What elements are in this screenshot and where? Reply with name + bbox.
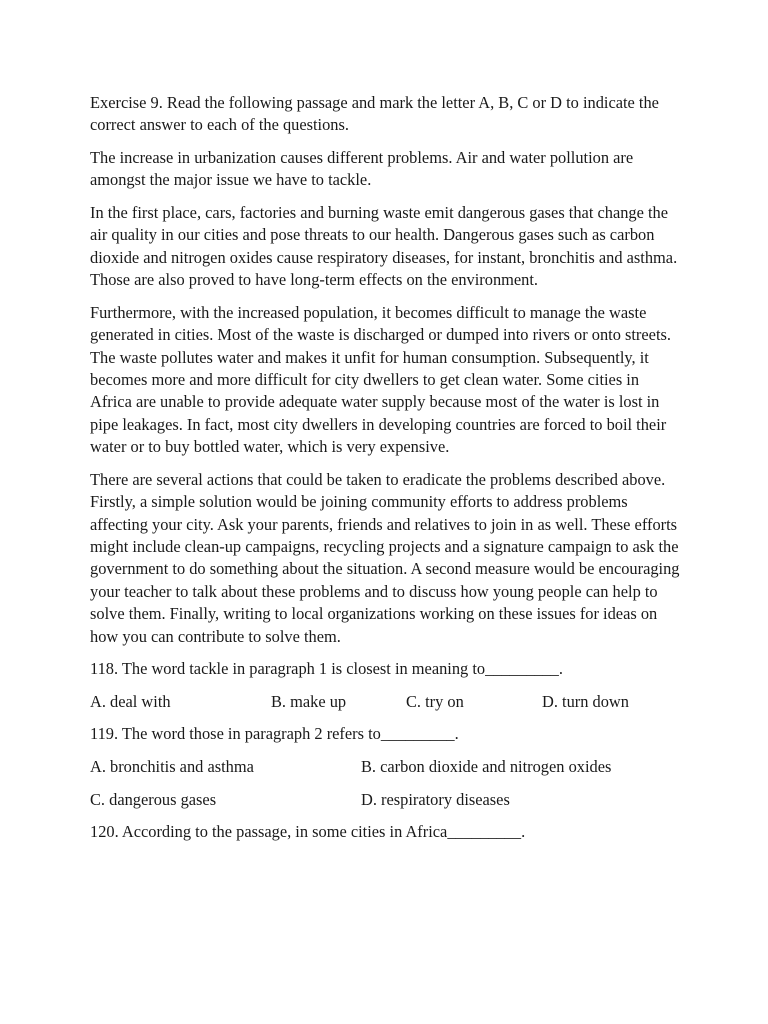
question-119-option-b[interactable]: B. carbon dioxide and nitrogen oxides	[361, 757, 612, 777]
question-118-stem: 118. The word tackle in paragraph 1 is closest in meaning to_________.	[90, 659, 563, 679]
question-118-option-d[interactable]: D. turn down	[542, 691, 629, 711]
exercise-instruction: Exercise 9. Read the following passage and mark the letter A, B, C or D to indicate the correct answer to each of the questions.	[90, 93, 659, 135]
question-118-option-b[interactable]: B. make up	[271, 691, 347, 711]
passage-paragraph-3: Furthermore, with the increased population, it becomes difficult to manage the waste generated in cities. Most of the waste is discharged or dumped into rivers or onto streets. The waste pollutes water and makes it unfit for human consumption. Subsequently, it becomes more and more difficult for city dwellers to get clean water. Some cities in Africa are unable to provide adequate water supply because most of the water is lost in pipe leakages. In fact, most city dwellers in developing countries are forced to boil their water or to buy bottled water, which is very expensive.	[90, 302, 671, 457]
question-119-option-d[interactable]: D. respiratory diseases	[361, 789, 510, 809]
question-119-option-a[interactable]: A. bronchitis and asthma	[90, 757, 254, 777]
question-119-options-row-1	[90, 756, 680, 778]
document-page	[90, 92, 680, 854]
passage-paragraph-1: The increase in urbanization causes different problems. Air and water pollution are amongst the major issue we have to tackle.	[90, 148, 634, 190]
question-120-stem: 120. According to the passage, in some cities in Africa_________.	[90, 822, 526, 842]
question-118-option-a[interactable]: A. deal with	[90, 691, 171, 711]
passage-paragraph-2: In the first place, cars, factories and burning waste emit dangerous gases that change the air quality in our cities and pose threats to our health. Dangerous gases such as carbon dioxide and nitrogen oxides cause respiratory diseases, for instant, bronchitis and asthma. Those are also proved to have long-term effects on the environment.	[90, 203, 678, 290]
question-118-option-c[interactable]: C. try on	[406, 691, 464, 711]
question-119-stem: 119. The word those in paragraph 2 refers to_________.	[90, 724, 459, 744]
question-118-options	[90, 691, 680, 713]
passage-paragraph-4: There are several actions that could be taken to eradicate the problems described above. Firstly, a simple solution would be joining community efforts to address problems affecting your city. Ask your parents, friends and relatives to join in as well. These efforts might include clean-up campaigns, recycling projects and a signature campaign to ask the government to do something about the situation. A second measure would be encouraging your teacher to talk about these problems and to discuss how young people can help to solve them. Finally, writing to local organizations working on these issues for ideas on how you can contribute to solve them.	[90, 469, 680, 646]
question-119-options-row-2	[90, 789, 680, 811]
question-119-option-c[interactable]: C. dangerous gases	[90, 789, 217, 809]
